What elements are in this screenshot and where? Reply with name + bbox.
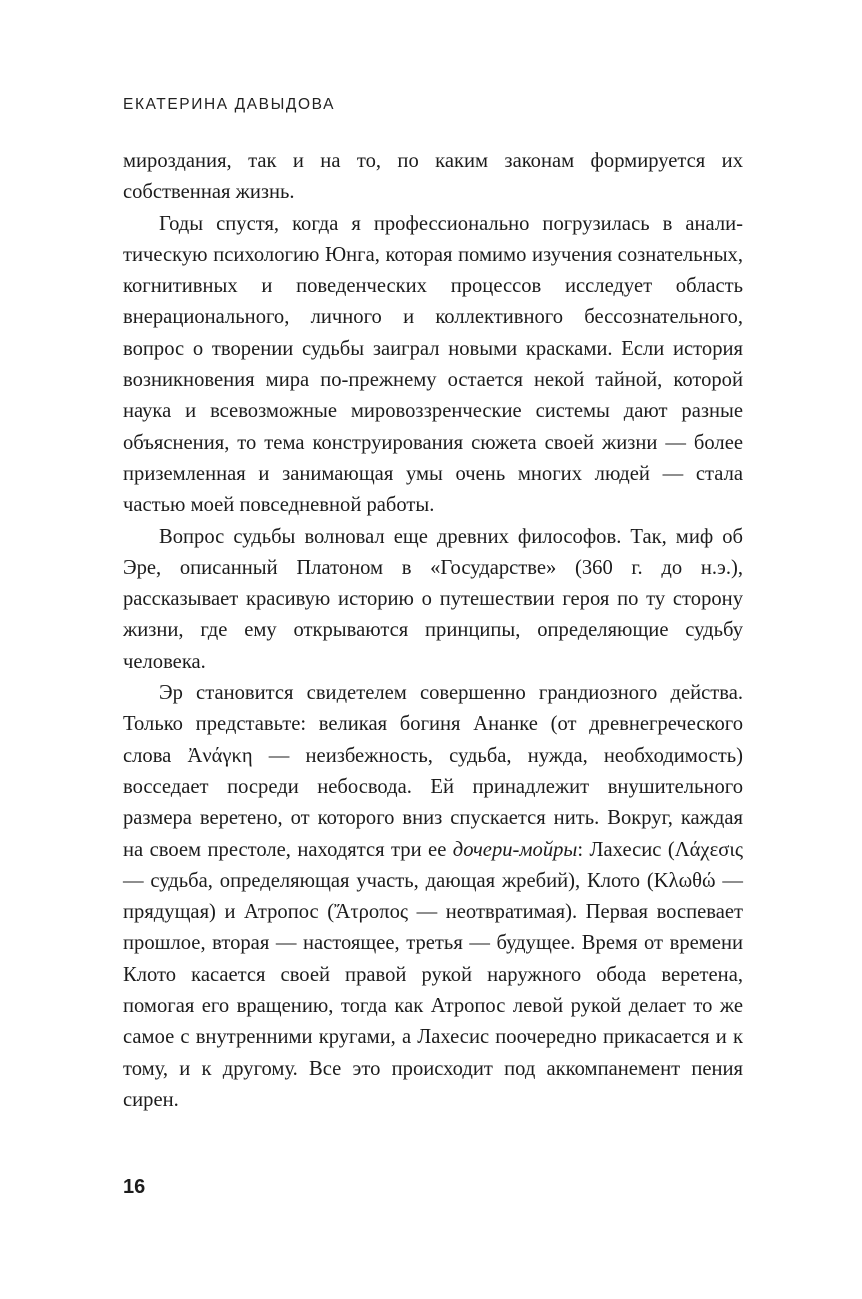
paragraph-4	[123, 678, 743, 1116]
paragraph-3: Вопрос судьбы волновал еще древних философов. Так, миф об Эре, описанный Платоном в «Государстве» (360 г. до н.э.), рассказывает красивую историю о путешествии героя по ту сторону жизни, где ему открываются принципы, определяющие судьбу человека.	[123, 525, 743, 673]
paragraph-2: Годы спустя, когда я профессионально погрузилась в аналитическую психологию Юнга, которая помимо изучения сознательных, когнитивных и поведенческих процессов исследует область внерационального, личного и коллективного бессознательного, вопрос о творении судьбы заиграл новыми красками. Если история возникновения мира по-прежнему остается некой тайной, которой наука и всевозможные мировоззренческие системы дают разные объяснения, то тема конструирования сюжета своей жизни — более приземленная и занимающая умы очень многих людей — стала частью моей повседневной работы.	[123, 212, 743, 517]
page-number: 16	[123, 1176, 146, 1198]
paragraph-4-emphasis: дочери-мойры	[452, 838, 578, 861]
running-head: ЕКАТЕРИНА ДАВЫДОВА	[123, 96, 336, 113]
body-text	[123, 146, 743, 1116]
paragraph-4-text-b: : Лахесис (Λάχεσις — судьба, определяющая участь, дающая жребий), Клото (Κλωθώ — прядущая) и Атропос (Ἄτροπος — неотвратимая). Первая воспевает прошлое, вторая — настоящее, третья — будущее. Время от времени Клото касается своей правой рукой наружного обода веретена, помогая его вращению, тогда как Атропос левой рукой делает то же самое с внутренними кругами, а Лахесис поочередно прикасается и к тому, и к другому. Все это происходит под аккомпанемент пения сирен.	[123, 838, 744, 1111]
paragraph-4-text-a: Эр становится свидетелем совершенно грандиозного действа. Только представьте: великая богиня Ананке (от древнегреческого слова Ἀνάγκη — неизбежность, судьба, нужда, необходимость) восседает посреди небосвода. Ей принадлежит внушительного размера веретено, от которого вниз спускается нить. Вокруг, каждая на своем престоле, находятся три ее	[123, 682, 743, 861]
paragraph-1: мироздания, так и на то, по каким законам формируется их собственная жизнь.	[123, 150, 743, 204]
